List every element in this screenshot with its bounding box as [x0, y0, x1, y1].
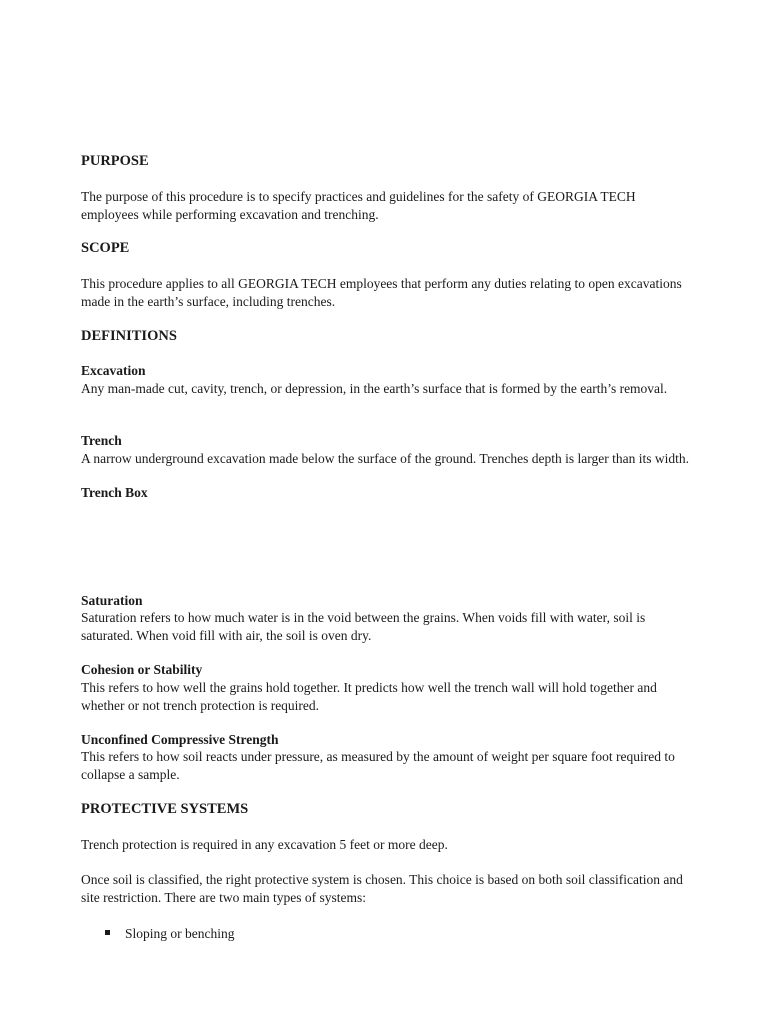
term-trench-box: Trench Box — [81, 485, 148, 500]
scope-text: This procedure applies to all GEORGIA TECH employees that perform any duties relating to open excavations made in the earth’s surface, including trenches. — [81, 276, 682, 309]
term-cohesion: Cohesion or Stability — [81, 662, 203, 677]
term-excavation: Excavation — [81, 363, 146, 378]
term-saturation: Saturation — [81, 593, 143, 608]
bullet-text: Sloping or benching — [125, 926, 235, 941]
protective-para-2: Once soil is classified, the right protective system is chosen. This choice is based on both soil classification and site restriction. There are two main types of systems: — [81, 872, 683, 905]
definition-saturation: Saturation refers to how much water is in the void between the grains. When voids fill with water, soil is saturated. When void fill with air, the soil is oven dry. — [81, 610, 646, 643]
definition-trench: A narrow underground excavation made below the surface of the ground. Trenches depth is larger than its width. — [81, 451, 689, 466]
definition-cohesion: This refers to how well the grains hold together. It predicts how well the trench wall will hold together and whether or not trench protection is required. — [81, 680, 657, 713]
purpose-heading: PURPOSE — [81, 153, 149, 169]
definition-compressive-strength: This refers to how soil reacts under pressure, as measured by the amount of weight per square foot required to collapse a sample. — [81, 749, 675, 782]
bullet-list-item — [105, 925, 235, 943]
bullet-square-icon — [105, 930, 110, 935]
definition-excavation: Any man-made cut, cavity, trench, or depression, in the earth’s surface that is formed by the earth’s removal. — [81, 381, 668, 396]
purpose-text: The purpose of this procedure is to specify practices and guidelines for the safety of GEORGIA TECH employees while performing excavation and trenching. — [81, 189, 636, 222]
term-compressive-strength: Unconfined Compressive Strength — [81, 732, 279, 747]
scope-heading: SCOPE — [81, 240, 130, 256]
protective-para-1: Trench protection is required in any excavation 5 feet or more deep. — [81, 837, 448, 852]
term-trench: Trench — [81, 433, 122, 448]
definitions-heading: DEFINITIONS — [81, 328, 177, 344]
protective-systems-heading: PROTECTIVE SYSTEMS — [81, 801, 249, 817]
